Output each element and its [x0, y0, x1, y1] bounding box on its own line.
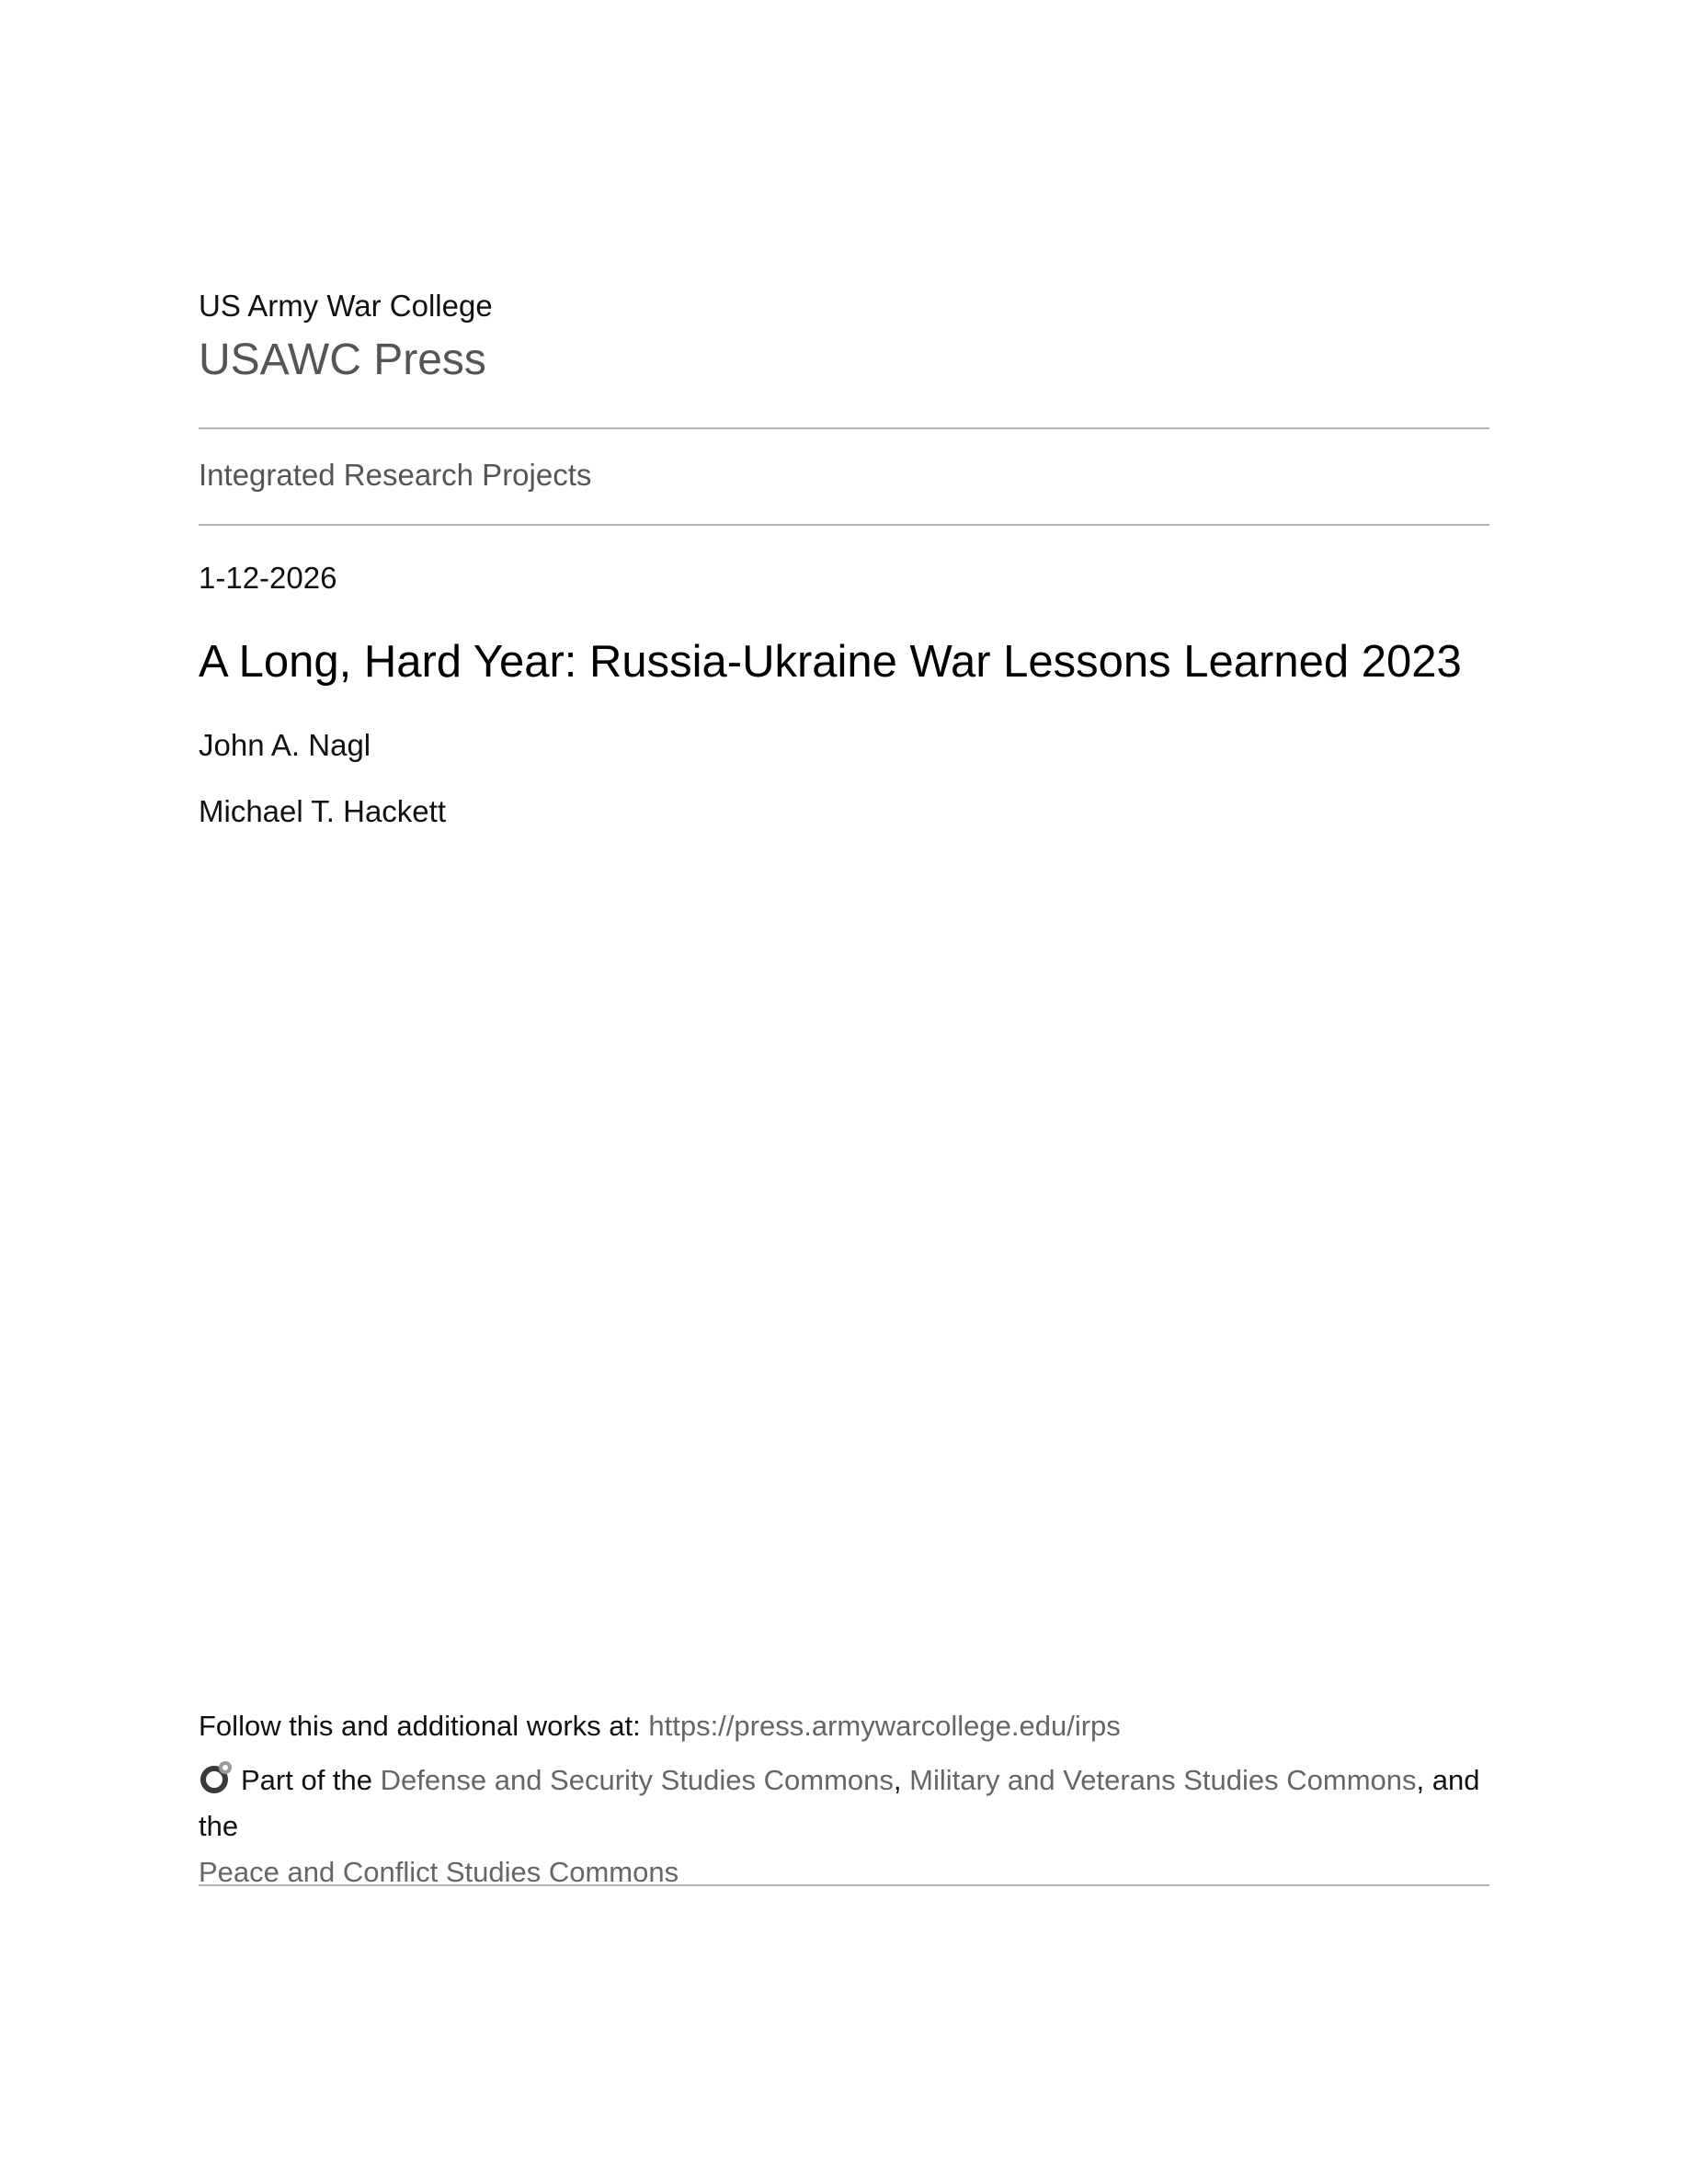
author-2: Michael T. Hackett [199, 794, 446, 828]
divider-middle [199, 524, 1489, 526]
separator-and-the: , and the [199, 1764, 1480, 1842]
document-title: A Long, Hard Year: Russia-Ukraine War Lessons Learned 2023 [199, 637, 1462, 687]
part-of-line [199, 1757, 1495, 1895]
part-of-label: Part of the [241, 1764, 381, 1796]
institution-name: US Army War College [199, 289, 493, 323]
follow-label: Follow this and additional works at: [199, 1710, 649, 1742]
publication-date: 1-12-2026 [199, 561, 337, 595]
divider-bottom [199, 1884, 1489, 1886]
series-link[interactable]: Integrated Research Projects [199, 458, 592, 492]
divider-top [199, 427, 1489, 429]
military-veterans-commons-link[interactable]: Military and Veterans Studies Commons [909, 1764, 1417, 1796]
peace-conflict-commons-link[interactable]: Peace and Conflict Studies Commons [199, 1856, 679, 1888]
defense-security-commons-link[interactable]: Defense and Security Studies Commons [380, 1764, 894, 1796]
author-1: John A. Nagl [199, 728, 371, 762]
follow-url-link[interactable]: https://press.armywarcollege.edu/irps [648, 1710, 1121, 1742]
commons-network-icon [199, 1760, 234, 1795]
follow-line [199, 1710, 1121, 1743]
press-name-link[interactable]: USAWC Press [199, 336, 486, 384]
separator-comma: , [893, 1764, 910, 1796]
